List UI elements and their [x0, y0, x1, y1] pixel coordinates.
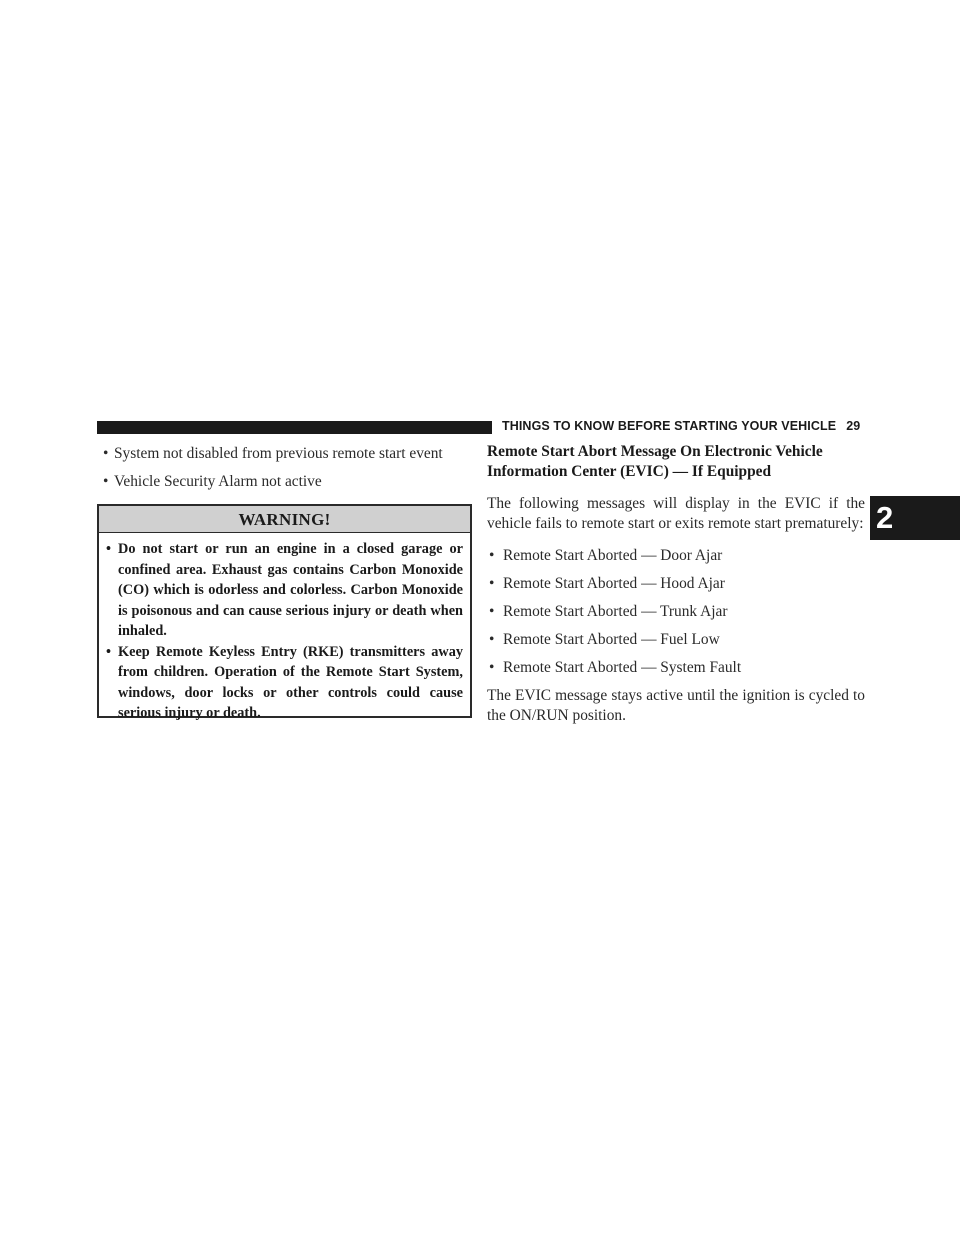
intro-paragraph: The following messages will display in the EVIC if the vehicle fails to remote start or exits remote start prematurely: — [487, 495, 865, 532]
list-item: • Remote Start Aborted — Fuel Low — [487, 630, 865, 650]
list-item: • Remote Start Aborted — System Fault — [487, 658, 865, 678]
section-heading — [487, 442, 865, 482]
heading-line: Remote Start Abort Message On Electronic Vehicle — [487, 443, 823, 460]
warning-body — [99, 533, 470, 724]
warning-box — [97, 504, 472, 721]
heading-line: Information Center (EVIC) — If Equipped — [487, 463, 772, 480]
list-item: • Remote Start Aborted — Door Ajar — [487, 546, 865, 566]
list-item: • System not disabled from previous remote start event — [103, 444, 475, 464]
running-header — [502, 419, 860, 433]
chapter-number: 2 — [876, 500, 894, 535]
list-item: • Remote Start Aborted — Hood Ajar — [487, 574, 865, 594]
warning-title: WARNING! — [99, 506, 470, 533]
chapter-tab — [870, 496, 960, 540]
list-item: • Remote Start Aborted — Trunk Ajar — [487, 602, 865, 622]
warning-item: • Keep Remote Keyless Entry (RKE) transmitters away from children. Operation of the Remote Start System, windows, door locks or other controls could cause serious injury or death. — [106, 642, 463, 724]
warning-item: • Do not start or run an engine in a closed garage or confined area. Exhaust gas contains Carbon Monoxide (CO) which is odorless and colorless. Carbon Monoxide is poisonous and can cause serious injury or death when inhaled. — [106, 539, 463, 642]
right-column — [487, 442, 865, 738]
closing-paragraph: The EVIC message stays active until the ignition is cycled to the ON/RUN position. — [487, 687, 865, 724]
left-column — [103, 444, 475, 500]
header-rule — [97, 421, 492, 434]
section-title: THINGS TO KNOW BEFORE STARTING YOUR VEHICLE — [502, 419, 837, 433]
list-item: • Vehicle Security Alarm not active — [103, 472, 475, 492]
page-number: 29 — [846, 419, 861, 433]
